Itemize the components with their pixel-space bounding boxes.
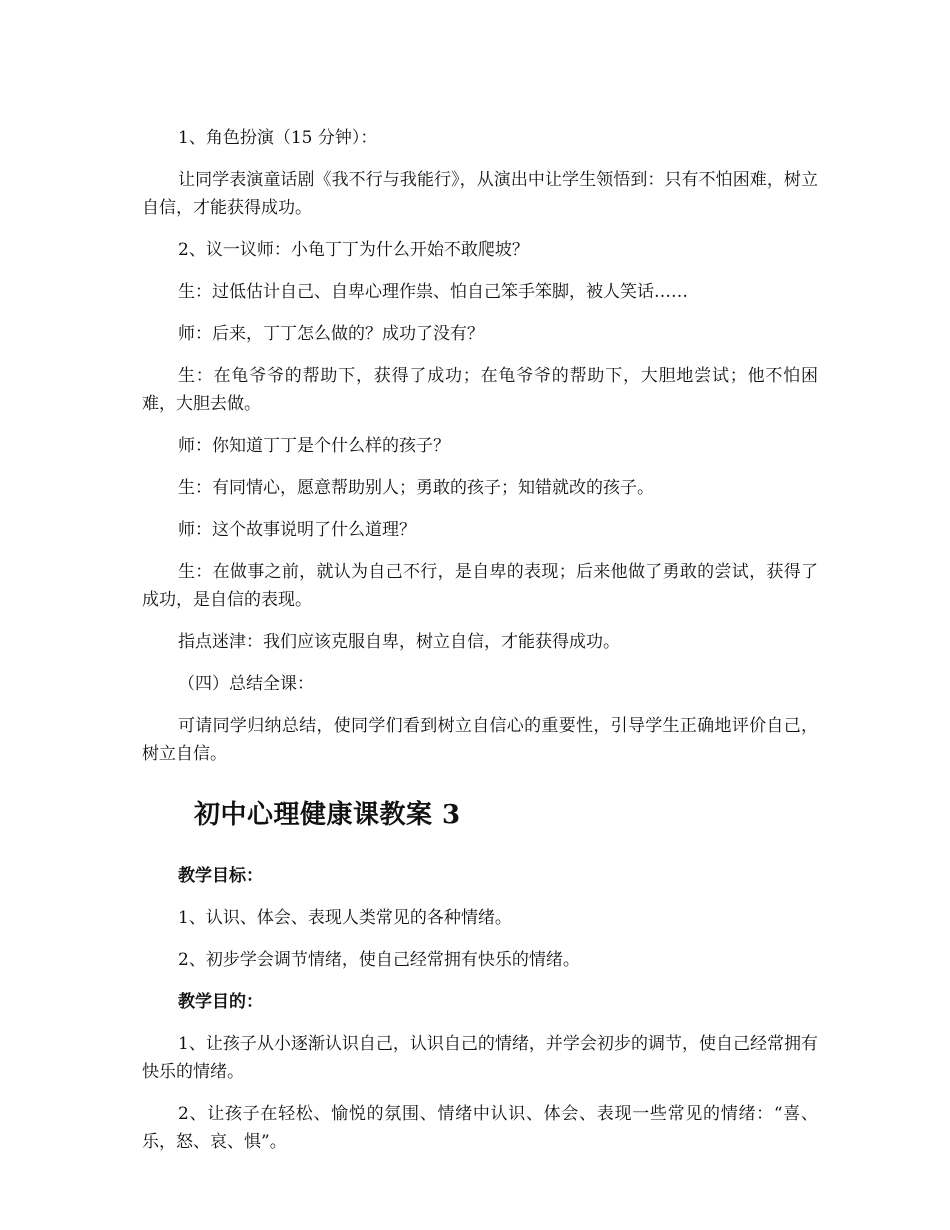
goal-item-2: 2、初步学会调节情绪，使自己经常拥有快乐的情绪。 bbox=[178, 950, 580, 970]
goal-item-1: 1、认识、体会、表现人类常见的各种情绪。 bbox=[178, 908, 512, 928]
paragraph-summary: 可请同学归纳总结，使同学们看到树立自信心的重要性，引导学生正确地评价自己，树立自信。 bbox=[142, 716, 818, 764]
section-title: 初中心理健康课教案 3 bbox=[194, 800, 461, 830]
document-page bbox=[142, 124, 818, 1170]
purpose-item-2: 2、让孩子在轻松、愉悦的氛围、情绪中认识、体会、表现一些常见的情绪：“喜、乐，怒、哀、惧”。 bbox=[142, 1104, 818, 1152]
purpose-item-1: 1、让孩子从小逐渐认识自己，认识自己的情绪，并学会初步的调节，使自己经常拥有快乐的情绪。 bbox=[142, 1034, 818, 1082]
paragraph-role-play: 1、角色扮演（15 分钟）： bbox=[178, 128, 378, 148]
paragraph-summary-label: （四）总结全课： bbox=[178, 674, 314, 694]
paragraph-guidance: 指点迷津：我们应该克服自卑，树立自信，才能获得成功。 bbox=[178, 632, 620, 652]
paragraph-student-1: 生：过低估计自己、自卑心理作祟、怕自己笨手笨脚，被人笑话…… bbox=[178, 282, 688, 302]
paragraph-teacher-3: 师：这个故事说明了什么道理？ bbox=[178, 520, 416, 540]
paragraph-drama: 让同学表演童话剧《我不行与我能行》，从演出中让学生领悟到：只有不怕困难，树立自信，才能获得成功。 bbox=[142, 170, 818, 218]
paragraph-student-3: 生：有同情心，愿意帮助别人；勇敢的孩子；知错就改的孩子。 bbox=[178, 478, 654, 498]
paragraph-teacher-2: 师：你知道丁丁是个什么样的孩子？ bbox=[178, 436, 450, 456]
paragraph-discuss: 2、议一议师：小龟丁丁为什么开始不敢爬坡？ bbox=[178, 240, 529, 260]
paragraph-student-2: 生：在龟爷爷的帮助下，获得了成功；在龟爷爷的帮助下，大胆地尝试；他不怕困难，大胆去做。 bbox=[142, 366, 818, 414]
purpose-label: 教学目的： bbox=[178, 992, 263, 1012]
paragraph-teacher-1: 师：后来，丁丁怎么做的？成功了没有？ bbox=[178, 324, 484, 344]
goals-label: 教学目标： bbox=[178, 866, 263, 886]
paragraph-student-4: 生：在做事之前，就认为自己不行，是自卑的表现；后来他做了勇敢的尝试，获得了成功，是自信的表现。 bbox=[142, 562, 818, 610]
